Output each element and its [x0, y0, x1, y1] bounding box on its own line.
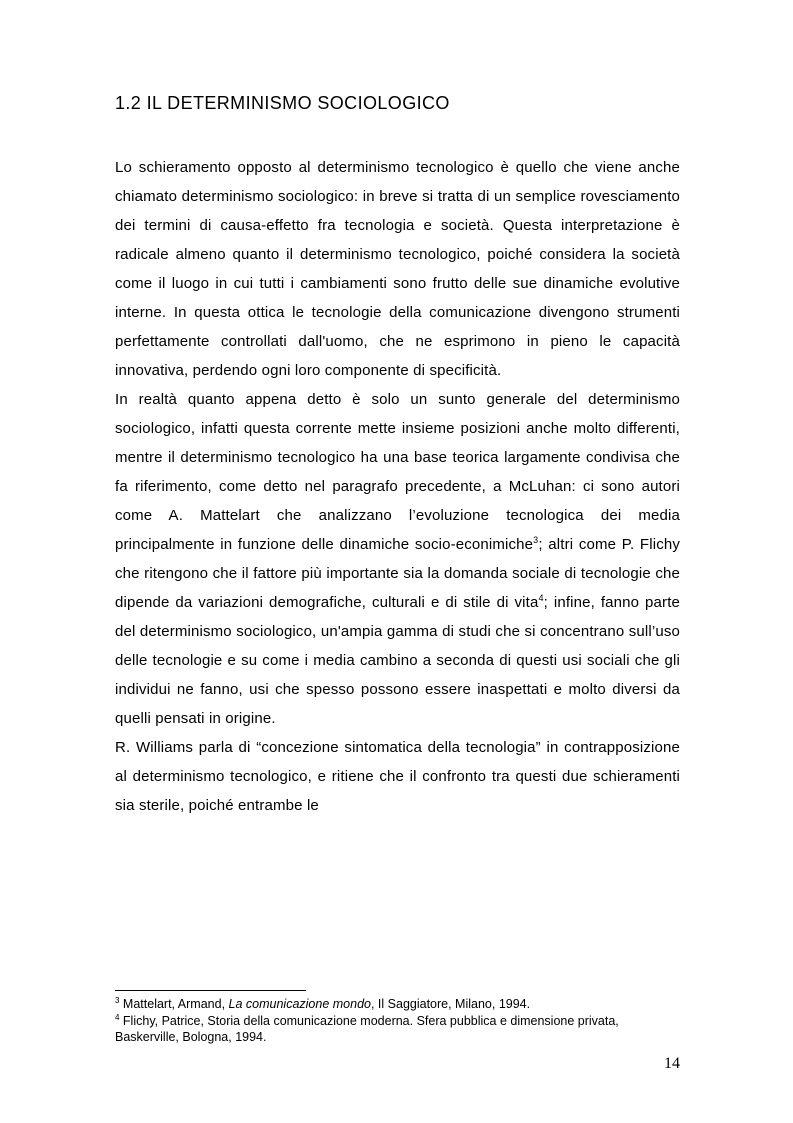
- paragraph-3: R. Williams parla di “concezione sintomatica della tecnologia” in contrapposizione al determinismo tecnologico, e ritiene che il confronto tra questi due schieramenti sia sterile, poiché entrambe le: [115, 739, 680, 814]
- section-heading: 1.2 IL DETERMINISMO SOCIOLOGICO: [115, 93, 450, 113]
- footnote-separator: [115, 990, 306, 991]
- footnote-4: [115, 1013, 680, 1045]
- paragraph-1: Lo schieramento opposto al determinismo tecnologico è quello che viene anche chiamato determinismo sociologico: in breve si tratta di un semplice rovesciamento dei termini di causa-effetto fra tecnologia e società. Questa interpretazione è radicale almeno quanto il determinismo tecnologico, poiché considera la società come il luogo in cui tutti i cambiamenti sono frutto delle sue dinamiche evolutive interne. In questa ottica le tecnologie della comunicazione divengono strumenti perfettamente controllati dall'uomo, che ne esprimono in pieno le capacità innovativa, perdendo ogni loro componente di specificità.: [115, 159, 680, 379]
- footnote-3: [115, 996, 680, 1012]
- footnotes: [115, 996, 680, 1046]
- body-text: [115, 153, 680, 820]
- footnote-3-text-before: Mattelart, Armand,: [119, 997, 229, 1011]
- footnote-3-title: La comunicazione mondo: [228, 997, 371, 1011]
- footnote-4-text: Flichy, Patrice, Storia della comunicazione moderna. Sfera pubblica e dimensione privata, Baskerville, Bologna, 1994.: [115, 1014, 619, 1044]
- footnote-ref-3: 3: [533, 535, 539, 545]
- page-number: 14: [664, 1055, 680, 1072]
- paragraph-2-part-3: ; infine, fanno parte del determinismo sociologico, un'ampia gamma di studi che si concentrano sull’uso delle tecnologie e su come i media cambino a seconda di questi usi sociali che gli individui ne fanno, usi che spesso possono essere inaspettati e molto diversi da quelli pensati in origine.: [115, 594, 680, 727]
- paragraph-2-part-2: ; altri come P. Flichy che ritengono che il fattore più importante sia la domanda sociale di tecnologie che dipende da variazioni demografiche, culturali e di stile di vita: [115, 536, 680, 611]
- footnote-3-text-after: , Il Saggiatore, Milano, 1994.: [370, 997, 531, 1011]
- paragraph-2-part-1: In realtà quanto appena detto è solo un sunto generale del determinismo sociologico, infatti questa corrente mette insieme posizioni anche molto differenti, mentre il determinismo tecnologico ha una base teorica largamente condivisa che fa riferimento, come detto nel paragrafo precedente, a McLuhan: ci sono autori come A. Mattelart che analizzano l’evoluzione tecnologica dei media principalmente in funzione delle dinamiche socio-econimiche: [115, 391, 680, 553]
- footnote-ref-4: 4: [538, 593, 544, 603]
- paragraph-2: [115, 385, 680, 733]
- footnote-4-number: 4: [115, 1012, 120, 1022]
- footnote-3-number: 3: [115, 995, 120, 1005]
